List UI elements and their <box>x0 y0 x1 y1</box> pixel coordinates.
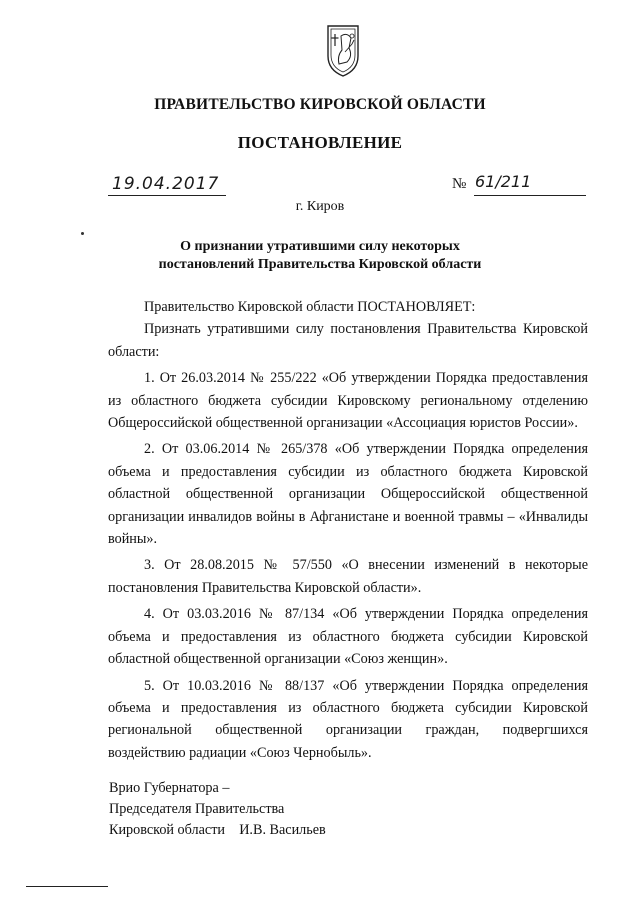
kirov-coat-of-arms-icon <box>325 22 361 78</box>
document-type-title: ПОСТАНОВЛЕНИЕ <box>237 133 403 152</box>
document-body <box>108 296 588 764</box>
signature-block <box>109 778 326 841</box>
subject-line-2: постановлений Правительства Кировской области <box>158 257 482 272</box>
date-underline <box>108 195 226 196</box>
resolution-preamble: Правительство Кировской области ПОСТАНОВЛЯЕТ: <box>144 299 476 315</box>
signature-line-2: Председателя Правительства <box>109 801 285 817</box>
list-item-4: 4. От 03.03.2016 № 87/134 «Об утверждении Порядка определения объема и предоставления из областного бюджета субсидии Кировской областной общественной организации «Союз женщин». <box>108 606 588 668</box>
document-number-label: № <box>452 176 467 192</box>
list-item-2: 2. От 03.06.2014 № 265/378 «Об утверждении Порядка определения объема и предоставления субсидии из областного бюджета Кировской областной общественной организации Общероссийской общественной организации инвалидов войны в Афганистане и военной травмы – «Инвалиды войны». <box>108 441 588 548</box>
list-item-3: 3. От 28.08.2015 № 57/550 «О внесении изменений в некоторые постановления Правительства Кировской области». <box>108 557 588 596</box>
list-item-5: 5. От 10.03.2016 № 88/137 «Об утверждении Порядка определения объема и предоставления из областного бюджета субсидии Кировской региональной общественной организации граждан, подвергшихся воздействию радиации «Союз Чернобыль». <box>108 677 588 761</box>
footer-rule <box>26 886 108 887</box>
number-underline <box>474 195 586 196</box>
subject-line-1: О признании утратившими силу некоторых <box>180 239 460 254</box>
document-subject <box>120 238 520 274</box>
scan-dot <box>81 232 84 235</box>
government-title: ПРАВИТЕЛЬСТВО КИРОВСКОЙ ОБЛАСТИ <box>154 96 486 113</box>
document-date: 19.04.2017 <box>112 174 220 194</box>
document-number: 61/211 <box>475 172 532 191</box>
signature-line-1: Врио Губернатора – <box>109 780 230 796</box>
city: г. Киров <box>295 199 345 214</box>
signature-line-3 <box>109 820 326 841</box>
list-item-1: 1. От 26.03.2014 № 255/222 «Об утверждении Порядка предоставления из областного бюджета субсидии Кировскому региональному отделению Общероссийской общественной организации «Ассоциация юристов России». <box>108 370 588 432</box>
signatory-name: И.В. Васильев <box>239 822 326 838</box>
resolution-statement: Признать утратившими силу постановления Правительства Кировской области: <box>108 321 588 360</box>
signature-region: Кировской области <box>109 822 225 838</box>
